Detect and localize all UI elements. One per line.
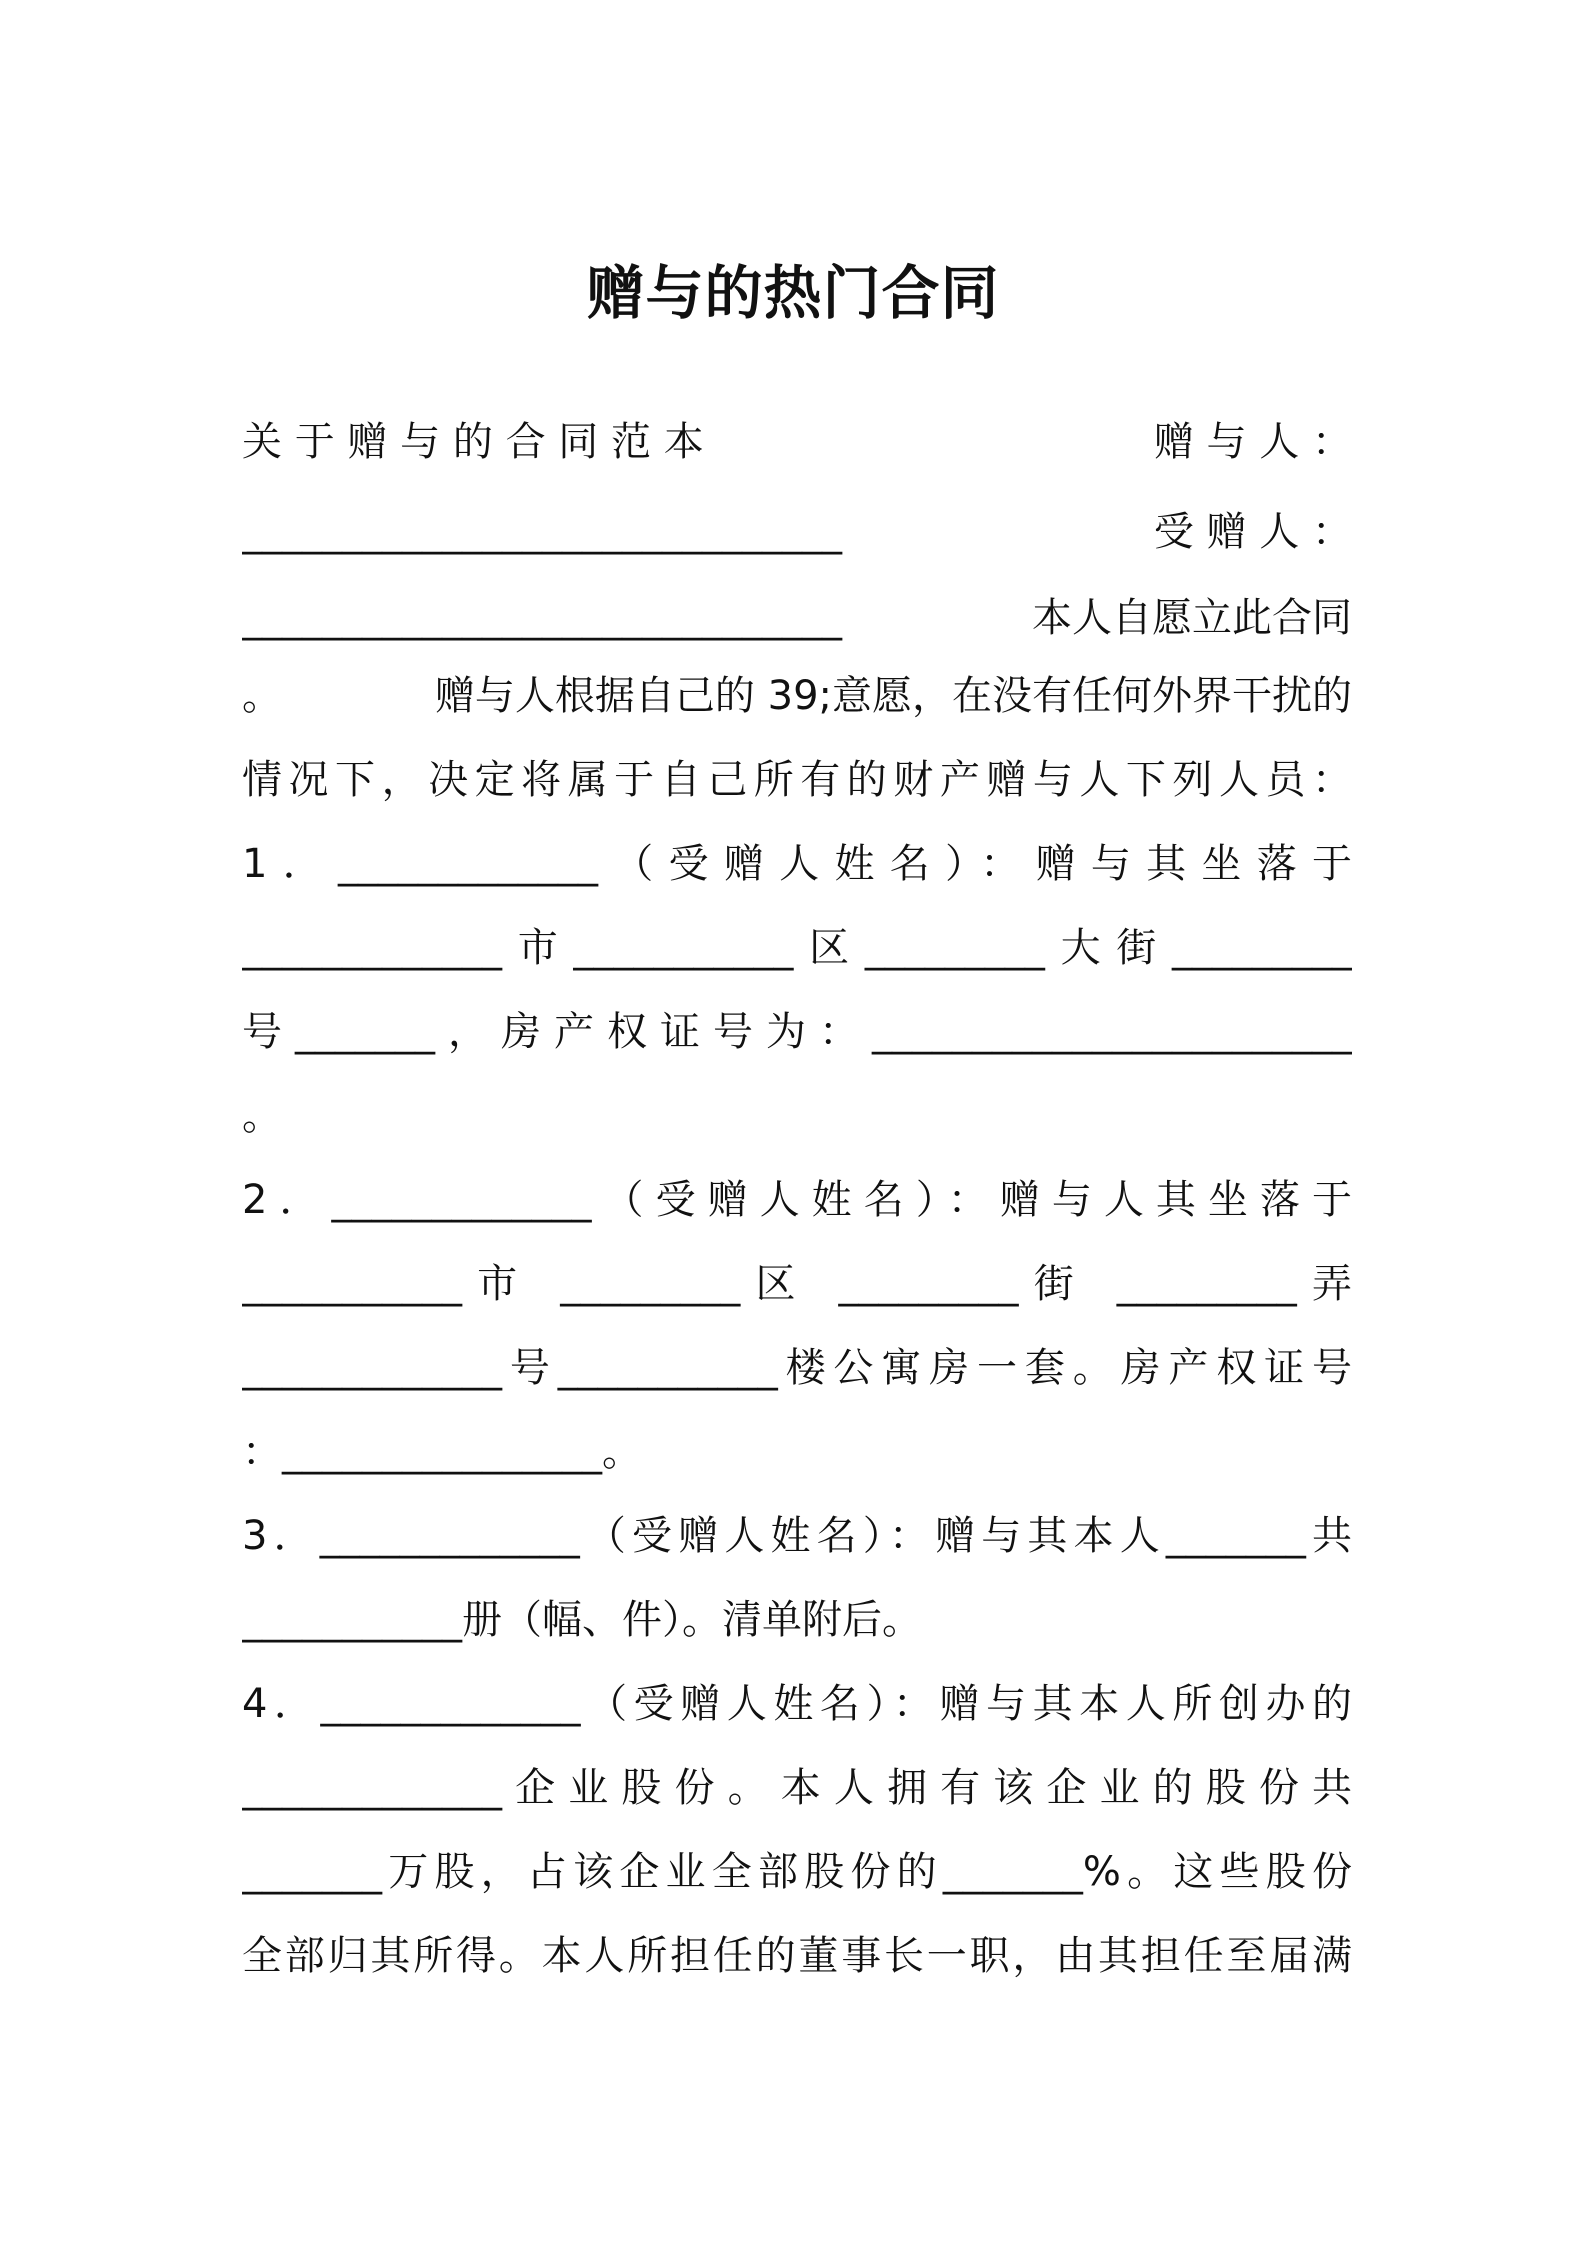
- text-line-17: _____________企业股份。本人拥有该企业的股份共: [242, 1765, 1352, 1811]
- text-line-3: [242, 586, 1352, 650]
- text-line-5: 情况下，决定将属于自己所有的财产赠与人下列人员：: [242, 757, 1352, 803]
- line-2-right: 受 赠 人 ：: [1153, 509, 1352, 555]
- document-title: 赠与的热门合同: [586, 259, 1000, 327]
- line-1-left: 关 于 赠 与 的 合 同 范 本: [242, 419, 704, 465]
- text-line-18: _______万股，占该企业全部股份的_______%。这些股份: [242, 1849, 1352, 1895]
- text-line-13: ：________________。: [242, 1429, 642, 1475]
- text-line-7: _____________市___________区_________大街_________: [242, 925, 1352, 971]
- line-4-left: 。: [242, 673, 282, 719]
- line-1-right: 赠 与 人 ：: [1153, 419, 1352, 465]
- text-line-9: 。: [242, 1093, 282, 1139]
- text-line-16: 4．_____________（受赠人姓名）：赠与其本人所创办的: [242, 1681, 1352, 1727]
- text-line-10: 2．_____________（受赠人姓名）：赠与人其坐落于: [242, 1177, 1352, 1223]
- line-4-right: 赠与人根据自己的 39;意愿，在没有任何外界干扰的: [434, 673, 1352, 719]
- line-3-left: ______________________________: [242, 595, 842, 641]
- text-line-2: [242, 500, 1352, 564]
- line-3-right: 本人自愿立此合同: [1032, 595, 1352, 641]
- text-line-14: 3．_____________（受赠人姓名）：赠与其本人_______共: [242, 1513, 1352, 1559]
- text-line-12: _____________号___________楼公寓房一套。房产权证号: [242, 1345, 1352, 1391]
- text-line-19: 全部归其所得。本人所担任的董事长一职，由其担任至届满: [242, 1933, 1352, 1979]
- text-line-11: ___________市 _________区 _________街 _________弄: [242, 1261, 1352, 1307]
- text-line-15: ___________册（幅、件）。清单附后。: [242, 1597, 922, 1643]
- text-line-8: 号_______，房产权证号为：________________________: [242, 1009, 1352, 1055]
- text-line-1: [242, 410, 1352, 474]
- line-2-left: ______________________________: [242, 509, 842, 555]
- text-line-4: [242, 664, 1352, 728]
- text-line-6: 1．_____________（受赠人姓名）：赠与其坐落于: [242, 841, 1352, 887]
